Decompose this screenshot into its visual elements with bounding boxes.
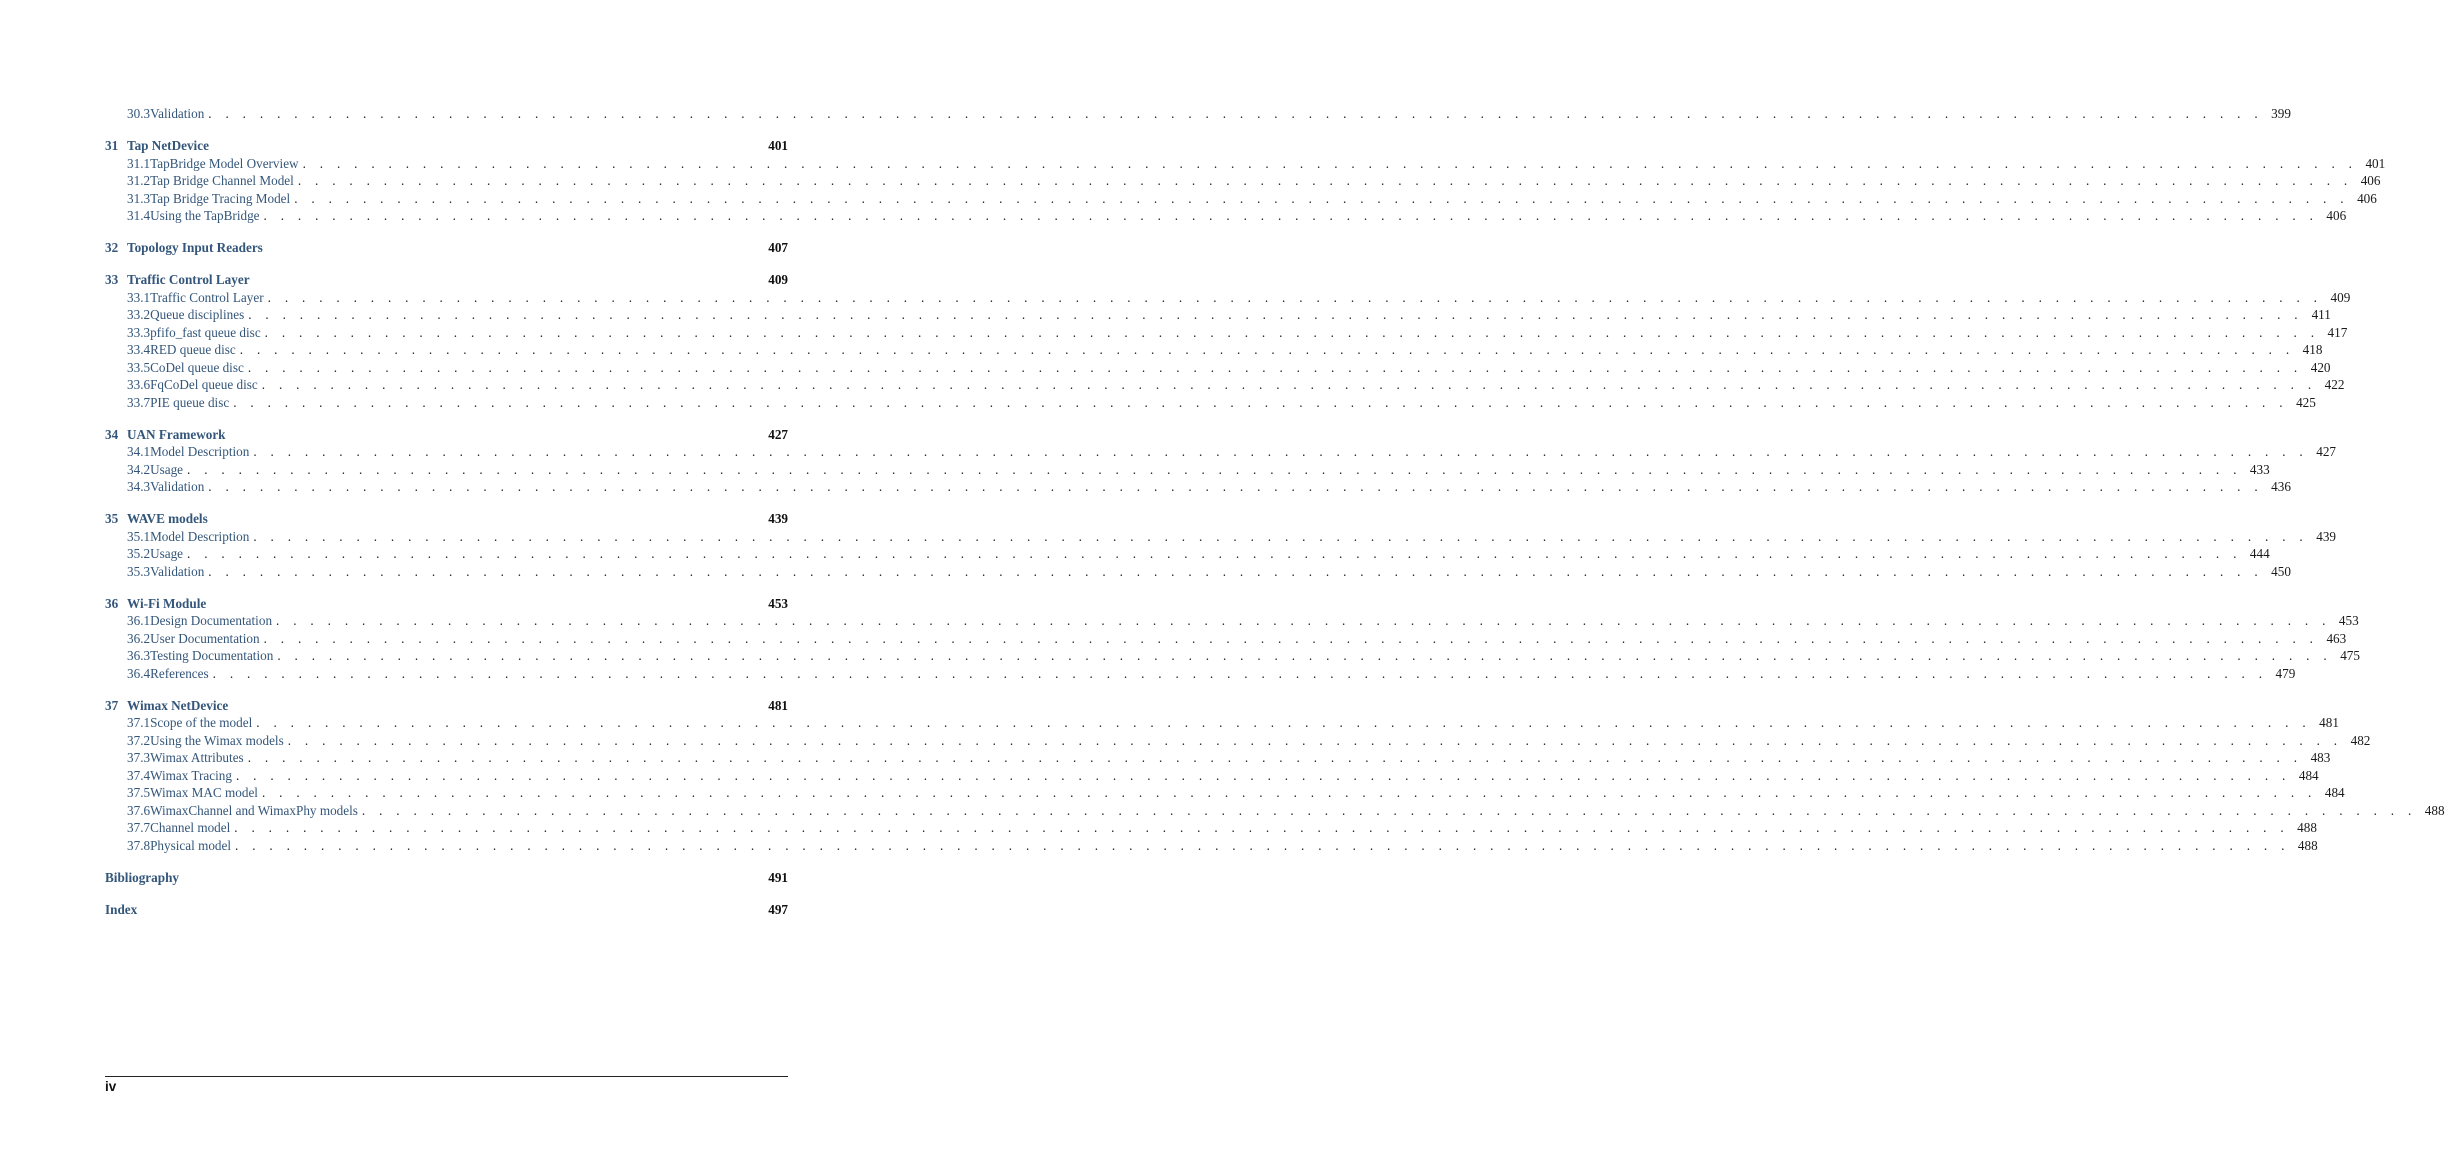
toc-chapter-title-link[interactable]: Wi-Fi Module [127,595,207,611]
toc-section-number[interactable]: 36.3 [127,648,151,663]
toc-section-row[interactable] [105,714,2339,732]
toc-section-row[interactable] [105,630,2347,648]
toc-page-number[interactable]: 484 [2324,785,2345,800]
toc-entry[interactable] [105,426,788,444]
dot-leader: . . . . . . . . . . . . . . . . . . . . . . . . . . . . . . . . . . . . . . . . . . . . . . . . . . . . . . . . . . . . . . . . . . . . . . . . . . . . . . . . . . . . . . . . . . . . . . . . . . . . . . . . . . . . . . . . . . . . . . . . [208,106,2263,121]
toc-entry[interactable] [105,665,2296,683]
toc-page-number[interactable]: 409 [2330,289,2351,305]
toc-page-number[interactable]: 497 [768,901,788,917]
toc-section-number[interactable]: 33.1 [127,289,151,305]
toc-page-number[interactable]: 453 [768,595,788,611]
toc-page-number[interactable]: 425 [2296,394,2316,410]
toc-section-row[interactable] [105,289,2351,307]
toc-section-row[interactable] [105,749,2331,767]
toc-section-title-link[interactable]: TapBridge Model Overview [150,155,299,171]
toc-page-number[interactable]: 491 [768,869,788,885]
toc-section-row[interactable] [105,376,2345,394]
toc-entry[interactable] [105,155,2386,173]
toc-page-number[interactable]: 406 [2357,190,2377,206]
toc-page-number[interactable]: 406 [2360,173,2381,188]
toc-page-number[interactable]: 401 [768,138,788,153]
toc-page-number[interactable]: 420 [2310,359,2331,375]
dot-leader: . . . . . . . . . . . . . . . . . . . . . . . . . . . . . . . . . . . . . . . . . . . . . . . . . . . . . . . . . . . . . . . . . . . . . . . . . . . . . . . . . . . . . . . . . . . . . . . . . . . . . . . . . . . . . . . . . . . . . . . . [247,750,2303,765]
toc-section-number[interactable]: 37.4 [127,767,151,783]
toc-section-title-link[interactable]: WimaxChannel and WimaxPhy models [150,802,358,818]
toc-section-title-link[interactable]: PIE queue disc [150,394,230,410]
toc-chapter-title-link[interactable]: Index [105,901,138,917]
toc-section-row[interactable] [105,545,2270,563]
toc-entry[interactable] [105,105,2291,123]
toc-entry[interactable] [105,595,788,613]
toc-chapter-row[interactable] [105,239,788,257]
toc-section-number[interactable]: 34.1 [127,444,151,459]
toc-page-number[interactable]: 439 [768,511,788,526]
toc-entry[interactable] [105,837,2318,855]
dot-leader: . . . . . . . . . . . . . . . . . . . . . . . . . . . . . . . . . . . . . . . . . . . . . . . . . . . . . . . . . . . . . . . . . . . . . . . . . . . . . . . . . . . . . . . . . . . . . . . . . . . . . . . . . . . . . . . . . . . . . . . . [253,528,2308,544]
toc-page-number[interactable]: 488 [2297,837,2318,853]
toc-entry[interactable] [105,802,2445,820]
toc-section-title-link[interactable]: Usage [150,461,184,477]
footer-page-number: iv [105,1079,117,1094]
toc-section-number[interactable]: 37.6 [127,802,151,818]
toc-section-row[interactable] [105,155,2386,173]
dot-leader: . . . . . . . . . . . . . . . . . . . . . . . . . . . . . . . . . . . . . . . . . . . . . . . . . . . . . . . . . . . . . . . . . . . . . . . . . . . . . . . . . . . . . . . . . . . . . . . . . . . . . . . . . . . . . . . . . . . . . . . . [263,630,2319,646]
toc-page-number[interactable]: 417 [2327,324,2348,340]
toc-section-title-link[interactable]: Testing Documentation [150,648,274,663]
dot-leader: . . . . . . . . . . . . . . . . . . . . . . . . . . . . . . . . . . . . . . . . . . . . . . . . . . . . . . . . . . . . . . . . . . . . . . . . . . . . . . . . . . . . . . . . . . . . . . . . . . . . . . . . . . . . . . . . . . . . . . . . [208,563,2263,579]
toc-section-number[interactable]: 30.3 [127,106,151,121]
toc-section-number[interactable]: 33.7 [127,394,151,410]
dot-leader: . . . . . . . . . . . . . . . . . . . . . . . . . . . . . . . . . . . . . . . . . . . . . . . . . . . . . . . . . . . . . . . . . . . . . . . . . . . . . . . . . . . . . . . . . . . . . . . . . . . . . . . . . . . . . . . . . . . . . . . . [253,444,2308,459]
table-of-contents [105,105,2445,918]
toc-section-number[interactable]: 36.4 [127,665,151,681]
toc-chapter-number[interactable]: 31 [105,138,119,153]
toc-section-title-link[interactable]: References [150,665,209,681]
toc-section-number[interactable]: 35.1 [127,528,151,544]
toc-section-row[interactable] [105,324,2348,342]
toc-entry[interactable] [105,172,2381,190]
dot-leader: . . . . . . . . . . . . . . . . . . . . . . . . . . . . . . . . . . . . . . . . . . . . . . . . . . . . . . . . . . . . . . . . . . . . . . . . . . . . . . . . . . . . . . . . . . . . . . . . . . . . . . . . . . . . . . . . . . . . . . . . [208,479,2263,494]
toc-chapter-row[interactable] [105,595,788,613]
toc-section-number[interactable]: 31.3 [127,190,151,206]
toc-section-row[interactable] [105,612,2359,630]
toc-chapter-row[interactable] [105,510,788,528]
dot-leader: . . . . . . . . . . . . . . . . . . . . . . . . . . . . . . . . . . . . . . . . . . . . . . . . . . . . . . . . . . . . . . . . . . . . . . . . . . . . . . . . . . . . . . . . . . . . . . . . . . . . . . . . . . . . . . . . . . . . . . . . [187,546,2242,561]
dot-leader: . . . . . . . . . . . . . . . . . . . . . . . . . . . . . . . . . . . . . . . . . . . . . . . . . . . . . . . . . . . . . . . . . . . . . . . . . . . . . . . . . . . . . . . . . . . . . . . . . . . . . . . . . . . . . . . . . . . . . . . . [261,785,2317,800]
toc-section-title-link[interactable]: RED queue disc [150,342,236,357]
toc-section-title-link[interactable]: Validation [150,563,205,579]
toc-entry[interactable] [105,749,2331,767]
toc-section-row[interactable] [105,528,2336,546]
toc-page-number[interactable]: 427 [768,426,788,442]
toc-page-number[interactable]: 450 [2271,563,2291,579]
toc-page-number[interactable]: 488 [2297,820,2317,835]
toc-entry[interactable] [105,714,2339,732]
toc-page-number[interactable]: 433 [2249,461,2270,477]
toc-page-number[interactable]: 481 [768,697,788,713]
toc-chapter-number[interactable]: 37 [105,697,119,713]
dot-leader: . . . . . . . . . . . . . . . . . . . . . . . . . . . . . . . . . . . . . . . . . . . . . . . . . . . . . . . . . . . . . . . . . . . . . . . . . . . . . . . . . . . . . . . . . . . . . . . . . . . . . . . . . . . . . . . . . . . . . . . . [212,665,2268,681]
toc-section-title-link[interactable]: Model Description [150,444,250,459]
toc-entry[interactable] [105,545,2270,563]
toc-section-row[interactable] [105,802,2445,820]
dot-leader: . . . . . . . . . . . . . . . . . . . . . . . . . . . . . . . . . . . . . . . . . . . . . . . . . . . . . . . . . . . . . . . . . . . . . . . . . . . . . . . . . . . . . . . . . . . . . . . . . . . . . . . . . . . . . . . . . . . . . . . . [256,715,2311,730]
toc-chapter-title-link[interactable]: Topology Input Readers [127,240,263,255]
toc-section-number[interactable]: 33.2 [127,307,151,322]
dot-leader: . . . . . . . . . . . . . . . . . . . . . . . . . . . . . . . . . . . . . . . . . . . . . . . . . . . . . . . . . . . . . . . . . . . . . . . . . . . . . . . . . . . . . . . . . . . . . . . . . . . . . . . . . . . . . . . . . . . . . . . . [267,289,2323,305]
toc-chapter-row[interactable] [105,869,788,887]
toc-section-number[interactable]: 37.2 [127,732,151,748]
toc-section-number[interactable]: 31.1 [127,155,151,171]
toc-page-number[interactable]: 418 [2302,342,2323,357]
toc-chapter-row[interactable] [105,137,788,155]
toc-page-number[interactable]: 482 [2350,732,2371,748]
toc-section-title-link[interactable]: Using the Wimax models [150,732,284,748]
toc-section-row[interactable] [105,105,2291,123]
toc-entry[interactable] [105,289,2351,307]
dot-leader: . . . . . . . . . . . . . . . . . . . . . . . . . . . . . . . . . . . . . . . . . . . . . . . . . . . . . . . . . . . . . . . . . . . . . . . . . . . . . . . . . . . . . . . . . . . . . . . . . . . . . . . . . . . . . . . . . . . . . . . . [235,837,2290,853]
toc-section-number[interactable]: 36.1 [127,613,151,628]
toc-page-number[interactable]: 439 [2316,528,2336,544]
toc-chapter-title-link[interactable]: Bibliography [105,869,180,885]
toc-section-row[interactable] [105,819,2317,837]
toc-section-number[interactable]: 31.2 [127,173,151,188]
toc-section-row[interactable] [105,478,2291,496]
toc-chapter-row[interactable] [105,901,788,919]
toc-section-title-link[interactable]: CoDel queue disc [150,359,244,375]
toc-section-title-link[interactable]: Validation [150,106,205,121]
toc-section-title-link[interactable]: Wimax Tracing [150,767,232,783]
toc-entry[interactable] [105,443,2336,461]
dot-leader: . . . . . . . . . . . . . . . . . . . . . . . . . . . . . . . . . . . . . . . . . . . . . . . . . . . . . . . . . . . . . . . . . . . . . . . . . . . . . . . . . . . . . . . . . . . . . . . . . . . . . . . . . . . . . . . . . . . . . . . . [277,648,2332,663]
dot-leader: . . . . . . . . . . . . . . . . . . . . . . . . . . . . . . . . . . . . . . . . . . . . . . . . . . . . . . . . . . . . . . . . . . . . . . . . . . . . . . . . . . . . . . . . . . . . . . . . . . . . . . . . . . . . . . . . . . . . . . . . [263,208,2319,223]
toc-section-number[interactable]: 31.4 [127,208,151,223]
toc-chapter-number[interactable]: 32 [105,240,119,255]
toc-section-row[interactable] [105,190,2377,208]
toc-page-number[interactable]: 411 [2311,307,2331,322]
toc-section-row[interactable] [105,767,2319,785]
toc-chapter-number[interactable]: 35 [105,511,119,526]
toc-entry[interactable] [105,528,2336,546]
toc-page-number[interactable]: 444 [2249,546,2270,561]
toc-page-number[interactable]: 483 [2310,750,2331,765]
dot-leader: . . . . . . . . . . . . . . . . . . . . . . . . . . . . . . . . . . . . . . . . . . . . . . . . . . . . . . . . . . . . . . . . . . . . . . . . . . . . . . . . . . . . . . . . . . . . . . . . . . . . . . . . . . . . . . . . . . . . . . . . [247,359,2303,375]
toc-entry[interactable] [105,869,788,887]
toc-section-row[interactable] [105,461,2270,479]
dot-leader: . . . . . . . . . . . . . . . . . . . . . . . . . . . . . . . . . . . . . . . . . . . . . . . . . . . . . . . . . . . . . . . . . . . . . . . . . . . . . . . . . . . . . . . . . . . . . . . . . . . . . . . . . . . . . . . . . . . . . . . . [248,307,2303,322]
dot-leader: . . . . . . . . . . . . . . . . . . . . . . . . . . . . . . . . . . . . . . . . . . . . . . . . . . . . . . . . . . . . . . . . . . . . . . . . . . . . . . . . . . . . . . . . . . . . . . . . . . . . . . . . . . . . . . . . . . . . . . . . [297,173,2353,188]
toc-entry[interactable] [105,510,788,528]
toc-page-number[interactable]: 406 [2326,208,2347,223]
toc-section-title-link[interactable]: Scope of the model [150,715,253,730]
toc-entry[interactable] [105,341,2323,359]
toc-chapter-row[interactable] [105,271,788,289]
toc-section-row[interactable] [105,306,2331,324]
footer-rule [105,1076,788,1077]
dot-leader: . . . . . . . . . . . . . . . . . . . . . . . . . . . . . . . . . . . . . . . . . . . . . . . . . . . . . . . . . . . . . . . . . . . . . . . . . . . . . . . . . . . . . . . . . . . . . . . . . . . . . . . . . . . . . . . . . . . . . . . . [302,155,2358,171]
toc-entry[interactable] [105,647,2360,665]
toc-section-title-link[interactable]: Physical model [150,837,232,853]
toc-entry[interactable] [105,306,2331,324]
dot-leader: . . . . . . . . . . . . . . . . . . . . . . . . . . . . . . . . . . . . . . . . . . . . . . . . . . . . . . . . . . . . . . . . . . . . . . . . . . . . . . . . . . . . . . . . . . . . . . . . . . . . . . . . . . . . . . . . . . . . . . . . [361,802,2417,818]
dot-leader: . . . . . . . . . . . . . . . . . . . . . . . . . . . . . . . . . . . . . . . . . . . . . . . . . . . . . . . . . . . . . . . . . . . . . . . . . . . . . . . . . . . . . . . . . . . . . . . . . . . . . . . . . . . . . . . . . . . . . . . . [233,394,2288,410]
toc-entry[interactable] [105,630,2347,648]
toc-section-number[interactable]: 34.2 [127,461,151,477]
toc-page-number[interactable]: 484 [2298,767,2319,783]
dot-leader: . . . . . . . . . . . . . . . . . . . . . . . . . . . . . . . . . . . . . . . . . . . . . . . . . . . . . . . . . . . . . . . . . . . . . . . . . . . . . . . . . . . . . . . . . . . . . . . . . . . . . . . . . . . . . . . . . . . . . . . . [287,732,2343,748]
toc-chapter-title-link[interactable]: Traffic Control Layer [127,272,250,287]
toc-section-number[interactable]: 36.2 [127,630,151,646]
toc-section-number[interactable]: 35.2 [127,546,151,561]
toc-section-row[interactable] [105,341,2323,359]
toc-section-number[interactable]: 34.3 [127,479,151,494]
dot-leader: . . . . . . . . . . . . . . . . . . . . . . . . . . . . . . . . . . . . . . . . . . . . . . . . . . . . . . . . . . . . . . . . . . . . . . . . . . . . . . . . . . . . . . . . . . . . . . . . . . . . . . . . . . . . . . . . . . . . . . . . [235,767,2291,783]
toc-section-title-link[interactable]: Queue disciplines [150,307,245,322]
toc-entry[interactable] [105,901,788,919]
toc-entry[interactable] [105,612,2359,630]
toc-page-number[interactable]: 401 [2365,155,2386,171]
toc-entry[interactable] [105,461,2270,479]
toc-section-title-link[interactable]: Tap Bridge Tracing Model [150,190,291,206]
toc-chapter-number[interactable]: 34 [105,426,119,442]
toc-section-number[interactable]: 33.6 [127,377,151,392]
toc-chapter-title-link[interactable]: UAN Framework [127,426,226,442]
toc-section-title-link[interactable]: pfifo_fast queue disc [150,324,261,340]
toc-section-title-link[interactable]: User Documentation [150,630,260,646]
toc-section-number[interactable]: 33.3 [127,324,151,340]
toc-section-number[interactable]: 33.4 [127,342,151,357]
toc-entry[interactable] [105,324,2348,342]
toc-section-row[interactable] [105,784,2345,802]
toc-chapter-row[interactable] [105,697,788,715]
toc-section-row[interactable] [105,837,2318,855]
toc-page-number[interactable]: 407 [768,240,788,255]
toc-section-number[interactable]: 37.7 [127,820,151,835]
toc-entry[interactable] [105,190,2377,208]
toc-section-title-link[interactable]: Using the TapBridge [150,208,260,223]
dot-leader: . . . . . . . . . . . . . . . . . . . . . . . . . . . . . . . . . . . . . . . . . . . . . . . . . . . . . . . . . . . . . . . . . . . . . . . . . . . . . . . . . . . . . . . . . . . . . . . . . . . . . . . . . . . . . . . . . . . . . . . . [264,324,2320,340]
toc-entry[interactable] [105,359,2331,377]
toc-section-title-link[interactable]: Traffic Control Layer [150,289,264,305]
toc-section-row[interactable] [105,647,2360,665]
toc-page-number[interactable]: 463 [2326,630,2347,646]
toc-entry[interactable] [105,819,2317,837]
toc-chapter-title-link[interactable]: Wimax NetDevice [127,697,229,713]
toc-entry[interactable] [105,271,788,289]
toc-page-number[interactable]: 409 [768,272,788,287]
toc-section-number[interactable]: 37.8 [127,837,151,853]
toc-page-number[interactable]: 427 [2316,444,2336,459]
dot-leader: . . . . . . . . . . . . . . . . . . . . . . . . . . . . . . . . . . . . . . . . . . . . . . . . . . . . . . . . . . . . . . . . . . . . . . . . . . . . . . . . . . . . . . . . . . . . . . . . . . . . . . . . . . . . . . . . . . . . . . . . [294,190,2349,206]
toc-chapter-number[interactable]: 36 [105,595,119,611]
toc-section-row[interactable] [105,563,2291,581]
toc-page-number[interactable]: 475 [2340,648,2360,663]
toc-entry[interactable] [105,563,2291,581]
toc-section-row[interactable] [105,172,2381,190]
dot-leader: . . . . . . . . . . . . . . . . . . . . . . . . . . . . . . . . . . . . . . . . . . . . . . . . . . . . . . . . . . . . . . . . . . . . . . . . . . . . . . . . . . . . . . . . . . . . . . . . . . . . . . . . . . . . . . . . . . . . . . . . [239,342,2295,357]
toc-section-row[interactable] [105,207,2347,225]
toc-page-number[interactable]: 399 [2271,106,2291,121]
toc-entry[interactable] [105,767,2319,785]
toc-section-title-link[interactable]: Usage [150,546,184,561]
toc-section-title-link[interactable]: Channel model [150,820,231,835]
toc-page-number[interactable]: 436 [2271,479,2291,494]
toc-page-number[interactable]: 453 [2338,613,2359,628]
toc-section-title-link[interactable]: Tap Bridge Channel Model [150,173,294,188]
toc-page-number[interactable]: 479 [2275,665,2296,681]
toc-section-row[interactable] [105,732,2371,750]
toc-chapter-title-link[interactable]: Tap NetDevice [127,138,209,153]
toc-entry[interactable] [105,239,788,257]
toc-entry[interactable] [105,478,2291,496]
toc-section-row[interactable] [105,394,2316,412]
toc-section-title-link[interactable]: Wimax Attributes [150,750,244,765]
toc-chapter-row[interactable] [105,426,788,444]
toc-chapter-number[interactable]: 33 [105,272,119,287]
toc-entry[interactable] [105,207,2347,225]
toc-section-title-link[interactable]: Validation [150,479,205,494]
toc-entry[interactable] [105,376,2345,394]
dot-leader: . . . . . . . . . . . . . . . . . . . . . . . . . . . . . . . . . . . . . . . . . . . . . . . . . . . . . . . . . . . . . . . . . . . . . . . . . . . . . . . . . . . . . . . . . . . . . . . . . . . . . . . . . . . . . . . . . . . . . . . . [261,377,2317,392]
toc-entry[interactable] [105,137,788,155]
toc-entry[interactable] [105,394,2316,412]
toc-section-title-link[interactable]: FqCoDel queue disc [150,377,258,392]
toc-page-number[interactable]: 488 [2424,802,2445,818]
toc-section-number[interactable]: 33.5 [127,359,151,375]
toc-entry[interactable] [105,784,2345,802]
toc-section-title-link[interactable]: Design Documentation [150,613,273,628]
toc-section-number[interactable]: 37.3 [127,750,151,765]
toc-section-row[interactable] [105,359,2331,377]
toc-section-title-link[interactable]: Model Description [150,528,250,544]
toc-page-number[interactable]: 422 [2324,377,2345,392]
toc-section-row[interactable] [105,665,2296,683]
dot-leader: . . . . . . . . . . . . . . . . . . . . . . . . . . . . . . . . . . . . . . . . . . . . . . . . . . . . . . . . . . . . . . . . . . . . . . . . . . . . . . . . . . . . . . . . . . . . . . . . . . . . . . . . . . . . . . . . . . . . . . . . [234,820,2289,835]
toc-section-number[interactable]: 35.3 [127,563,151,579]
dot-leader: . . . . . . . . . . . . . . . . . . . . . . . . . . . . . . . . . . . . . . . . . . . . . . . . . . . . . . . . . . . . . . . . . . . . . . . . . . . . . . . . . . . . . . . . . . . . . . . . . . . . . . . . . . . . . . . . . . . . . . . . [276,613,2331,628]
toc-page-number[interactable]: 481 [2319,715,2339,730]
dot-leader: . . . . . . . . . . . . . . . . . . . . . . . . . . . . . . . . . . . . . . . . . . . . . . . . . . . . . . . . . . . . . . . . . . . . . . . . . . . . . . . . . . . . . . . . . . . . . . . . . . . . . . . . . . . . . . . . . . . . . . . . [187,461,2242,477]
toc-section-number[interactable]: 37.1 [127,715,151,730]
toc-entry[interactable] [105,732,2371,750]
toc-section-row[interactable] [105,443,2336,461]
toc-section-number[interactable]: 37.5 [127,785,151,800]
toc-entry[interactable] [105,697,788,715]
toc-section-title-link[interactable]: Wimax MAC model [150,785,258,800]
toc-chapter-title-link[interactable]: WAVE models [127,511,208,526]
